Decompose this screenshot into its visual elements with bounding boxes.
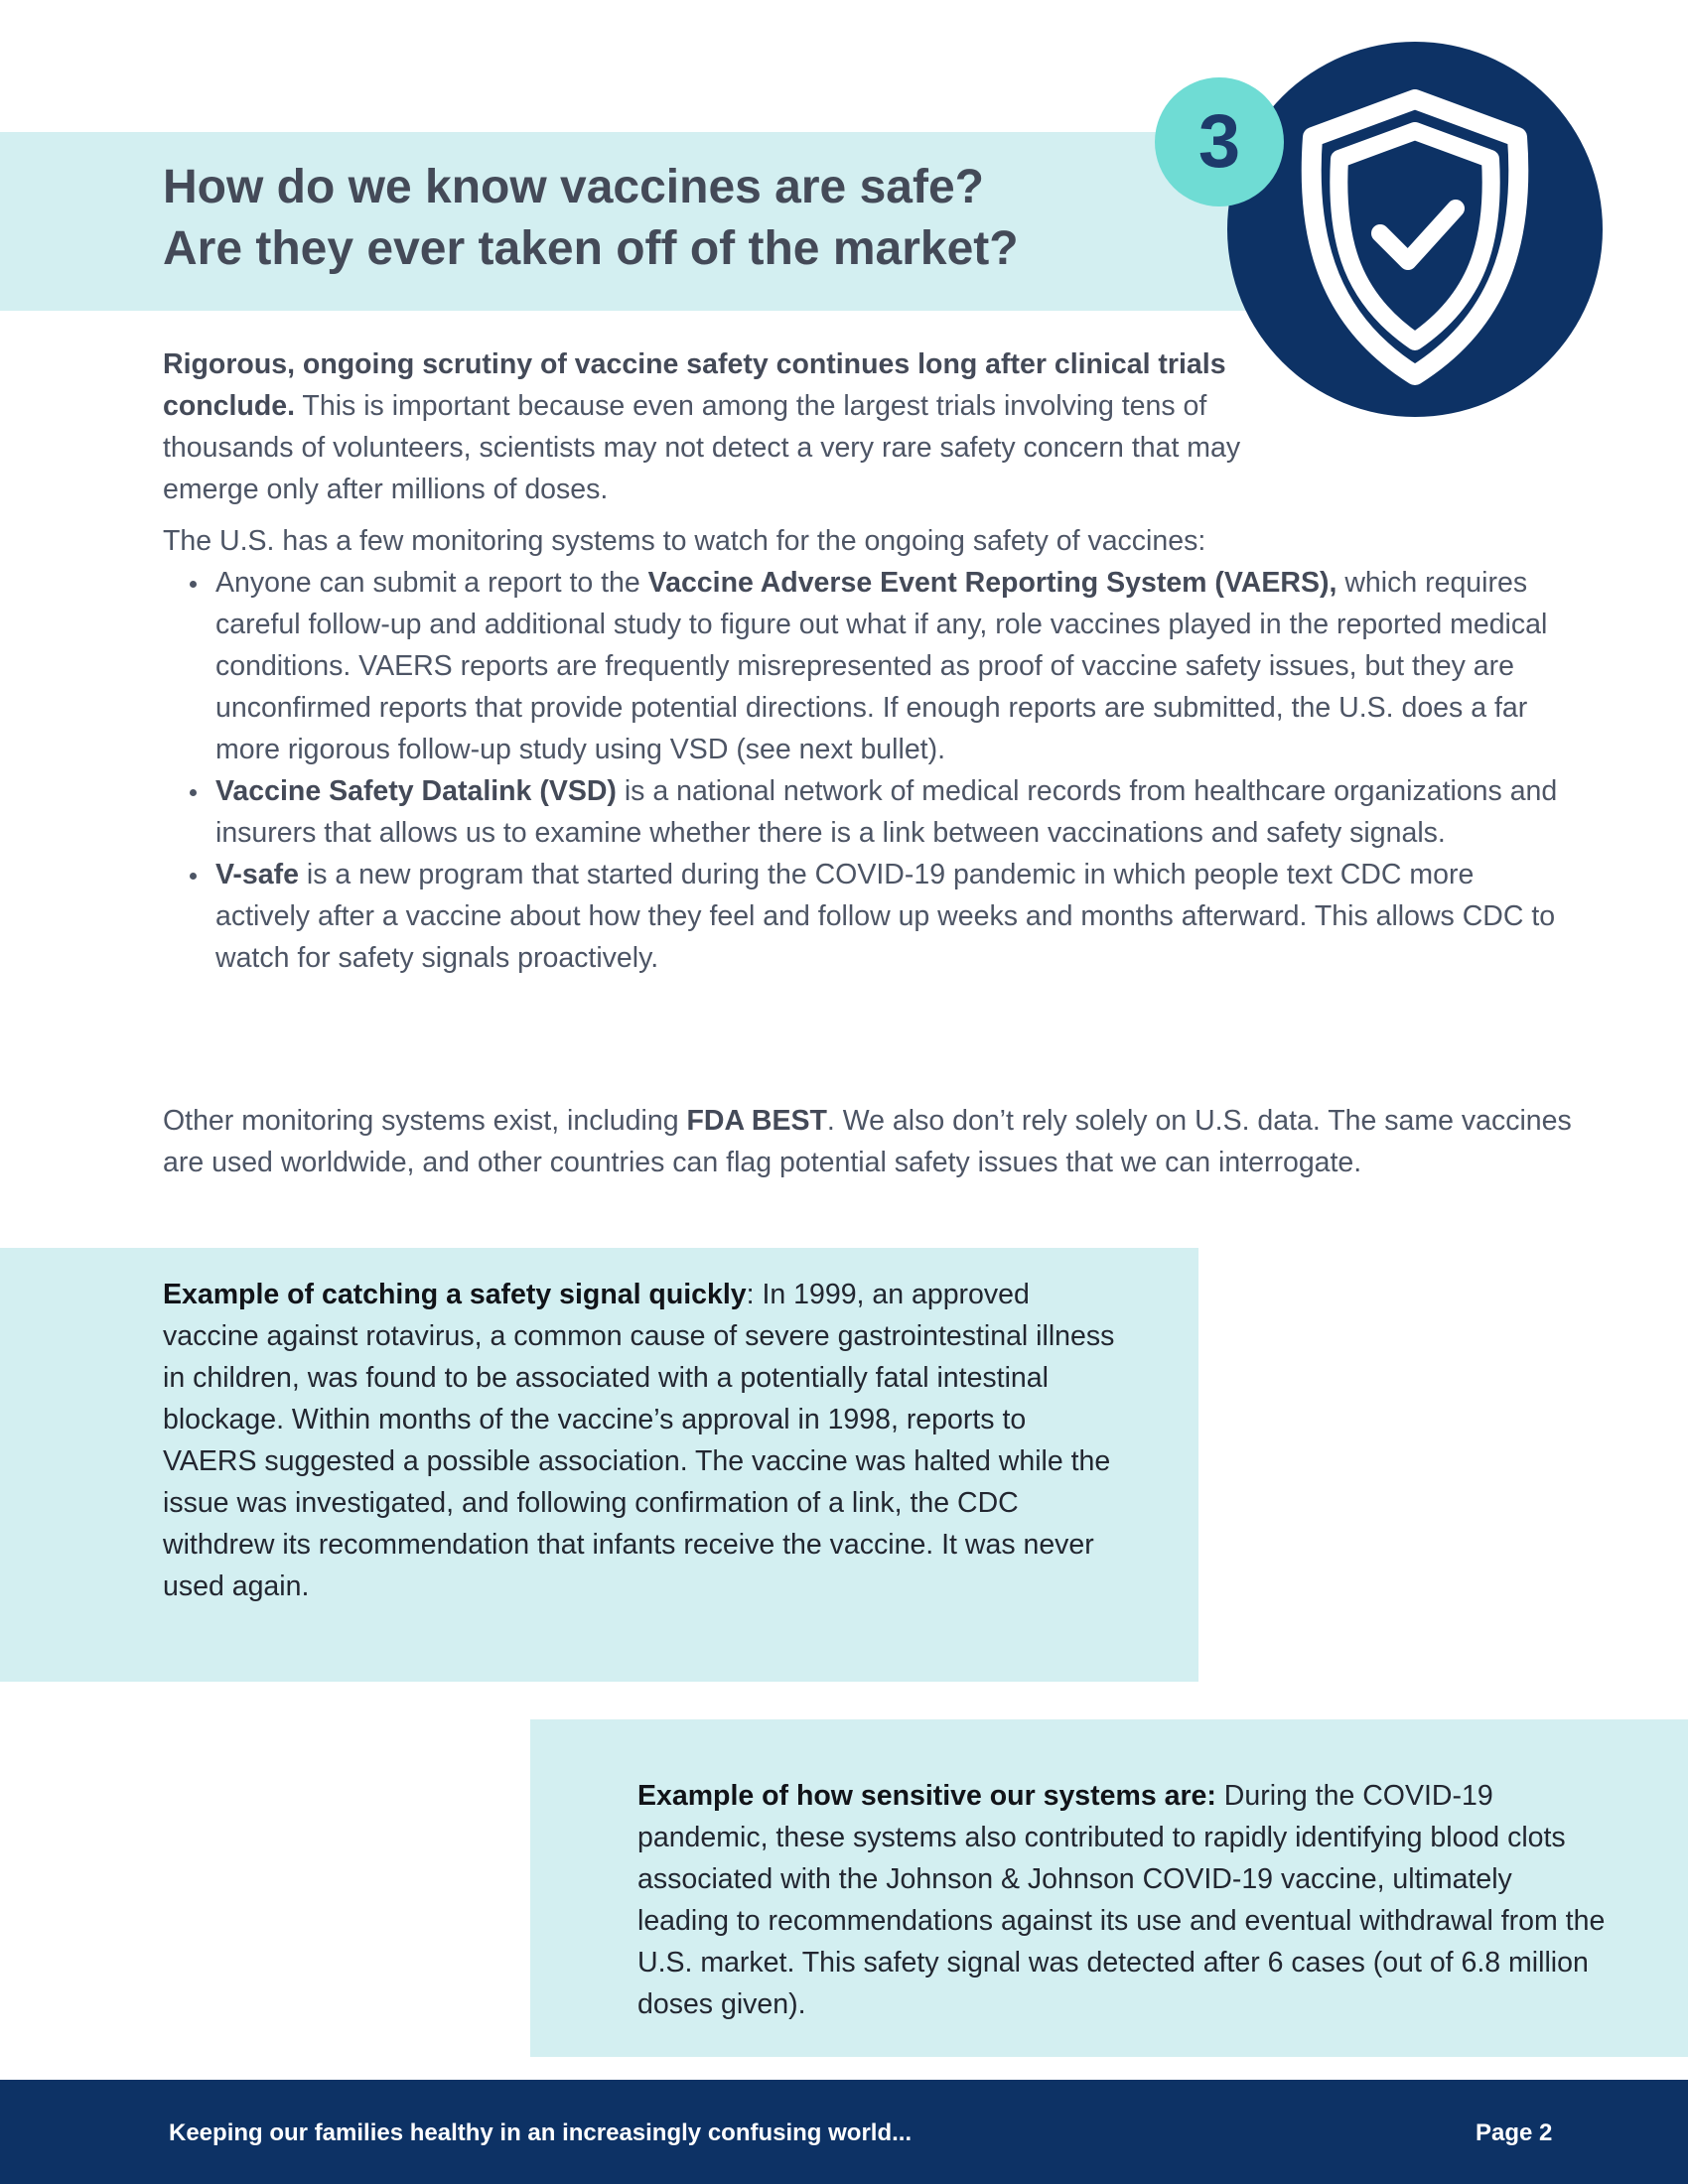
bullet-prefix: Anyone can submit a report to the bbox=[215, 567, 648, 599]
fda-best-bold: FDA BEST bbox=[686, 1105, 827, 1137]
example2-bold: Example of how sensitive our systems are: bbox=[637, 1780, 1216, 1812]
vsafe-bold: V-safe bbox=[215, 859, 299, 890]
step-number-badge: 3 bbox=[1155, 77, 1284, 206]
intro-text: This is important because even among the largest trials involving tens of thousands of volunteers, scientists may not detect a very rare safety concern that may emerge only after millions of doses. bbox=[163, 390, 1241, 505]
example1-text: : In 1999, an approved vaccine against rotavirus, a common cause of severe gastrointestinal illness in children, was found to be associated with a potentially fatal intestinal blockage. Within months of the vaccine’s approval in 1998, reports to VAERS suggested a possible association. The vaccine was halted while the issue was investigated, and following confirmation of a link, the CDC withdrew its recommendation that infants receive the vaccine. It was never used again. bbox=[163, 1279, 1115, 1602]
bullet-text: is a national network of medical records from healthcare organizations and insurers that allows us to examine whether there is a link between vaccinations and safety signals. bbox=[215, 775, 1558, 849]
list-item-vsd bbox=[163, 770, 1573, 854]
example1-bold: Example of catching a safety signal quickly bbox=[163, 1279, 747, 1310]
shield-check-icon bbox=[1227, 42, 1603, 417]
footer-bar bbox=[0, 2080, 1688, 2184]
shield-badge bbox=[1227, 42, 1603, 417]
footer-tagline: Keeping our families healthy in an increasingly confusing world... bbox=[169, 2119, 913, 2146]
vsd-bold: Vaccine Safety Datalink (VSD) bbox=[215, 775, 617, 807]
intro-bold: Rigorous, ongoing scrutiny of vaccine safety continues long after clinical trials conclude. bbox=[163, 348, 1226, 422]
intro-paragraph bbox=[163, 343, 1275, 510]
list-item-vaers bbox=[163, 562, 1573, 770]
other-systems-paragraph bbox=[163, 1100, 1573, 1183]
vaers-bold: Vaccine Adverse Event Reporting System (VAERS), bbox=[647, 567, 1337, 599]
example2-text: During the COVID-19 pandemic, these systems also contributed to rapidly identifying blood clots associated with the Johnson & Johnson COVID-19 vaccine, ultimately leading to recommendations against its use and eventual withdrawal from the U.S. market. This safety signal was detected after 6 cases (out of 6.8 million doses given). bbox=[637, 1780, 1606, 2020]
bullet-text: which requires careful follow-up and additional study to figure out what if any, role vaccines played in the reported medical conditions. VAERS reports are frequently misrepresented as proof of vaccine safety issues, but they are unconfirmed reports that provide potential directions. If enough reports are submitted, the U.S. does a far more rigorous follow-up study using VSD (see next bullet). bbox=[215, 567, 1548, 765]
title-line-1: How do we know vaccines are safe? bbox=[163, 161, 984, 213]
other-prefix: Other monitoring systems exist, including bbox=[163, 1105, 687, 1137]
bullet-text: is a new program that started during the COVID-19 pandemic in which people text CDC more actively after a vaccine about how they feel and follow up weeks and months afterward. This allows CDC to watch for safety signals proactively. bbox=[215, 859, 1556, 974]
monitoring-systems-list bbox=[163, 562, 1573, 979]
example-rotavirus-text bbox=[163, 1274, 1116, 1607]
page-title bbox=[163, 157, 1019, 280]
example-rotavirus-box bbox=[0, 1248, 1198, 1682]
example-covid-text bbox=[637, 1775, 1611, 2025]
list-item-vsafe bbox=[163, 854, 1573, 979]
title-line-2: Are they ever taken off of the market? bbox=[163, 222, 1019, 275]
page-number: Page 2 bbox=[1476, 2119, 1553, 2146]
other-text: . We also don’t rely solely on U.S. data. The same vaccines are used worldwide, and other countries can flag potential safety issues that we can interrogate. bbox=[163, 1105, 1572, 1178]
example-covid-box bbox=[530, 1719, 1688, 2057]
systems-intro: The U.S. has a few monitoring systems to watch for the ongoing safety of vaccines: bbox=[163, 525, 1206, 557]
